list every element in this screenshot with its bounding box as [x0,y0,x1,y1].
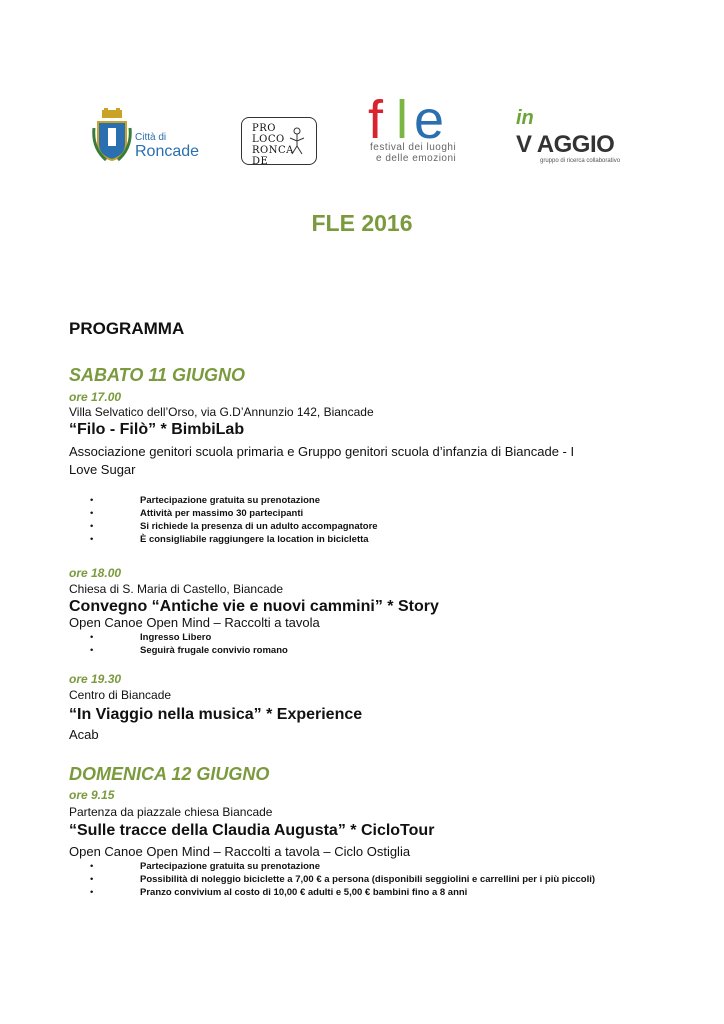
list-item: • Attività per massimo 30 partecipanti [90,507,378,520]
event-title: Convegno “Antiche vie e nuovi cammini” * Story [69,598,439,615]
programma-heading: PROGRAMMA [69,319,185,338]
document-title: FLE 2016 [311,210,413,236]
event-time: ore 17.00 [69,390,122,404]
logo-inviaggio [516,108,534,128]
event-description: Associazione genitori scuola primaria e Gruppo genitori scuola d’infanzia di Biancade - I Love Sugar [69,444,575,477]
logo-proloco [241,117,317,165]
event-bullet-list [90,494,378,546]
inviaggio-prefix: in [516,107,534,129]
inviaggio-subtitle: gruppo di ricerca collaborativo [540,158,621,164]
event-place: Villa Selvatico dell’Orso, via G.D’Annunzio 142, Biancade [69,405,374,419]
list-item: • Seguirà frugale convivio romano [90,644,288,657]
list-item: • Partecipazione gratuita su prenotazione [90,494,378,507]
svg-text:e: e [414,90,445,142]
proloco-figure-icon [286,126,308,156]
event-description: Open Canoe Open Mind – Raccolti a tavola – Ciclo Ostiglia [69,844,411,859]
event-place: Centro di Biancade [69,688,172,702]
list-item: • Pranzo convivium al costo di 10,00 € adulti e 5,00 € bambini fino a 8 anni [90,886,595,899]
list-item: • Si richiede la presenza di un adulto accompagnatore [90,520,378,533]
event-title: “In Viaggio nella musica” * Experience [69,706,363,723]
event-bullet-list [90,860,595,899]
list-item: • Ingresso Libero [90,631,288,644]
event-time: ore 18.00 [69,566,122,580]
fle-sub-line1: festival dei luoghi [370,142,457,153]
list-item: • È consigliabile raggiungere la location in bicicletta [90,533,378,546]
roncade-line2: Roncade [135,143,200,160]
fle-subtitle [370,142,456,164]
svg-text:f: f [368,90,384,142]
event-description: Open Canoe Open Mind – Raccolti a tavola [69,615,320,630]
event-time: ore 19.30 [69,672,122,686]
event-place: Partenza da piazzale chiesa Biancade [69,805,273,819]
event-title: “Filo - Filò” * BimbiLab [69,421,245,438]
roncade-crest-icon [92,108,132,166]
roncade-line1: Città di [135,132,167,143]
event-title: “Sulle tracce della Claudia Augusta” * CicloTour [69,822,435,839]
proloco-logo-text: PRO LOCO RONCADE [252,123,294,167]
inviaggio-word: V AGGIO [516,131,615,158]
event-bullet-list [90,631,288,657]
roncade-logo-text [135,131,199,159]
fle-sub-line2: e delle emozioni [376,153,457,164]
day-heading-sunday: DOMENICA 12 GIUGNO [69,764,270,784]
day-heading-saturday: SABATO 11 GIUGNO [69,365,246,385]
event-description: Acab [69,727,99,742]
event-time: ore 9.15 [69,788,115,802]
event-place: Chiesa di S. Maria di Castello, Biancade [69,582,284,596]
svg-text:l: l [396,90,408,142]
list-item: • Possibilità di noleggio biciclette a 7,00 € a persona (disponibili seggiolini e carrellini per i più piccoli) [90,873,595,886]
fle-letters-icon [368,90,468,142]
list-item: • Partecipazione gratuita su prenotazione [90,860,595,873]
